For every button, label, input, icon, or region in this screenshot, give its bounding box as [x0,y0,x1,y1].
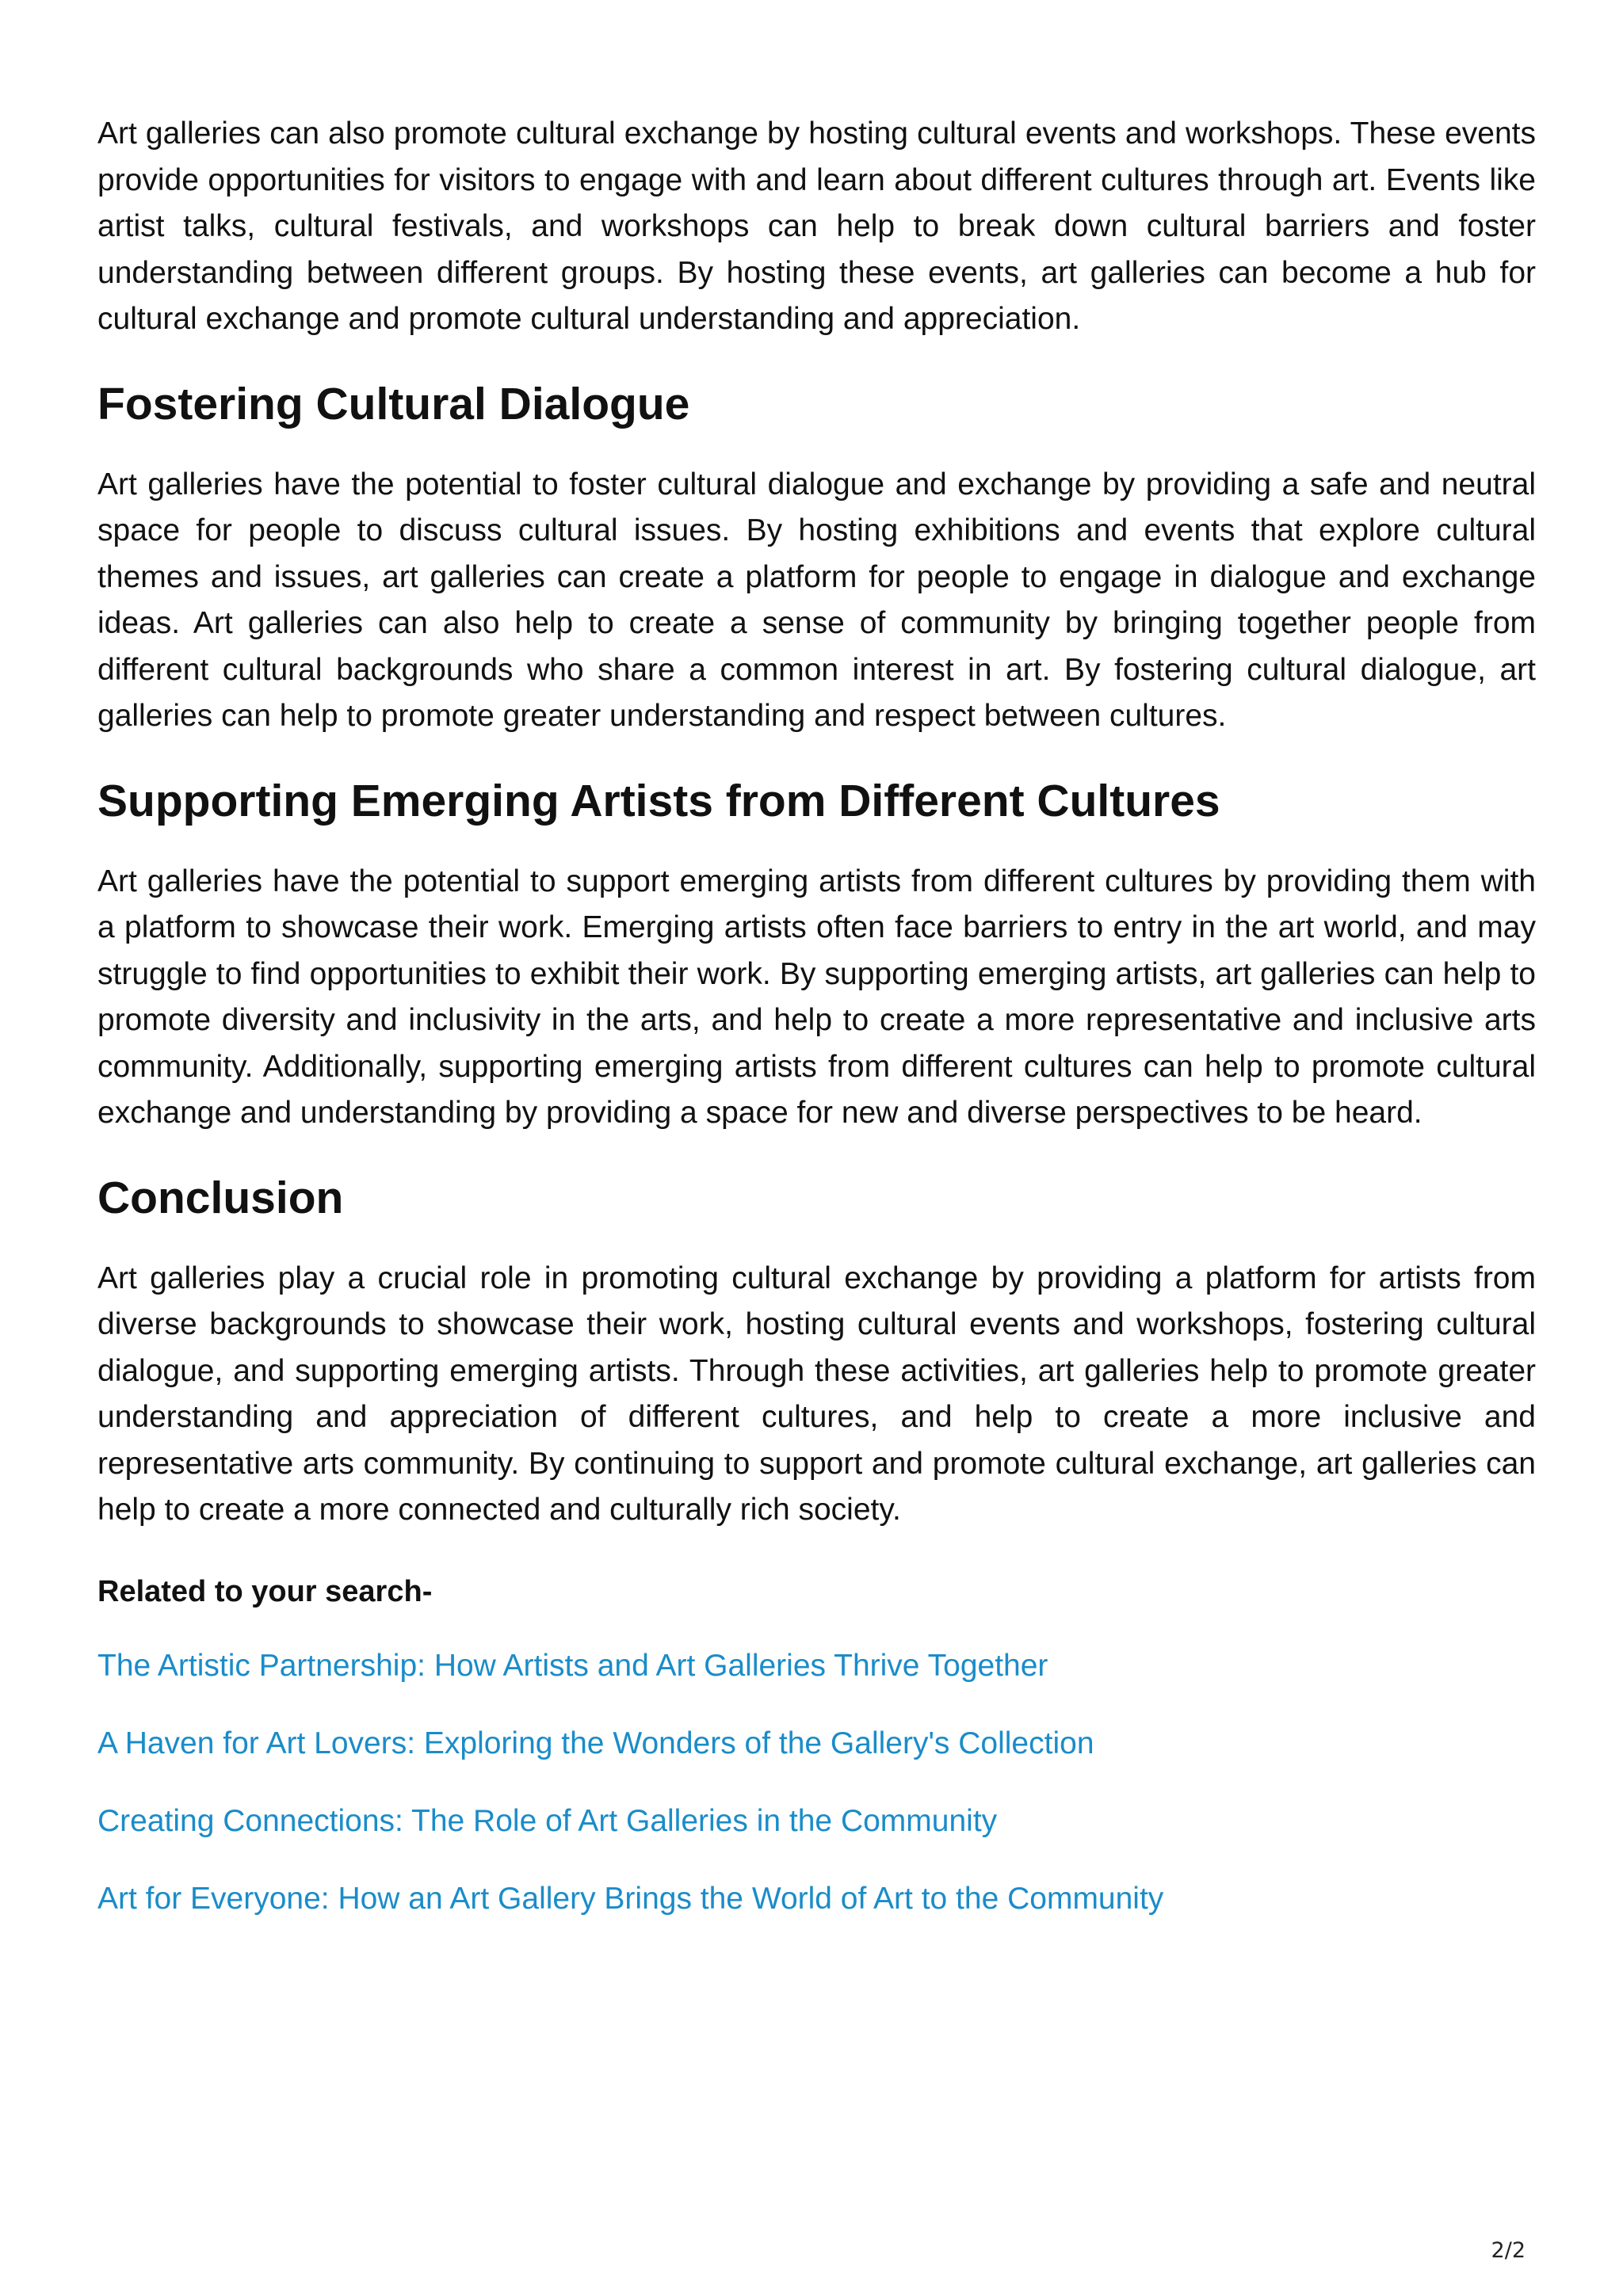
related-link-creating-connections[interactable]: Creating Connections: The Role of Art Galleries in the Community [97,1803,998,1838]
section-paragraph-supporting-emerging-artists: Art galleries have the potential to support emerging artists from different cultures by providing them with a platform to showcase their work. Emerging artists often face barriers to entry in the art world, and may struggle to find opportunities to exhibit their work. By supporting emerging artists, art galleries can help to promote diversity and inclusivity in the arts, and help to create a more representative and inclusive arts community. Additionally, supporting emerging artists from different cultures can help to promote cultural exchange and understanding by providing a space for new and diverse perspectives to be heard. [97,864,1536,1130]
section-heading-conclusion: Conclusion [97,1172,344,1223]
related-search-label: Related to your search- [97,1574,433,1608]
section-heading-supporting-emerging-artists: Supporting Emerging Artists from Different Cultures [97,775,1220,826]
section-heading-fostering-cultural-dialogue: Fostering Cultural Dialogue [97,378,690,429]
related-link-artistic-partnership[interactable]: The Artistic Partnership: How Artists and Art Galleries Thrive Together [97,1648,1048,1683]
related-links-list [97,1643,1536,1922]
section-paragraph-conclusion: Art galleries play a crucial role in promoting cultural exchange by providing a platform for artists from diverse backgrounds to showcase their work, hosting cultural events and workshops, fostering cultural dialogue, and supporting emerging artists. Through these activities, art galleries help to promote greater understanding and appreciation of different cultures, and help to create a more inclusive and representative arts community. By continuing to support and promote cultural exchange, art galleries can help to create a more connected and culturally rich society. [97,1261,1536,1527]
related-link-haven-for-art-lovers[interactable]: A Haven for Art Lovers: Exploring the Wonders of the Gallery's Collection [97,1726,1094,1760]
section-paragraph-fostering-cultural-dialogue: Art galleries have the potential to foster cultural dialogue and exchange by providing a safe and neutral space for people to discuss cultural issues. By hosting exhibitions and events that explore cultural themes and issues, art galleries can create a platform for people to engage in dialogue and exchange ideas. Art galleries can also help to create a sense of community by bringing together people from different cultural backgrounds who share a common interest in art. By fostering cultural dialogue, art galleries can help to promote greater understanding and respect between cultures. [97,467,1536,733]
page-number: 2/2 [1491,2238,1526,2263]
related-link-art-for-everyone[interactable]: Art for Everyone: How an Art Gallery Brings the World of Art to the Community [97,1881,1164,1916]
document-page [97,111,1536,1954]
intro-paragraph: Art galleries can also promote cultural exchange by hosting cultural events and workshops. These events provide opportunities for visitors to engage with and learn about different cultures through art. Events like artist talks, cultural festivals, and workshops can help to break down cultural barriers and foster understanding between different groups. By hosting these events, art galleries can become a hub for cultural exchange and promote cultural understanding and appreciation. [97,116,1536,336]
